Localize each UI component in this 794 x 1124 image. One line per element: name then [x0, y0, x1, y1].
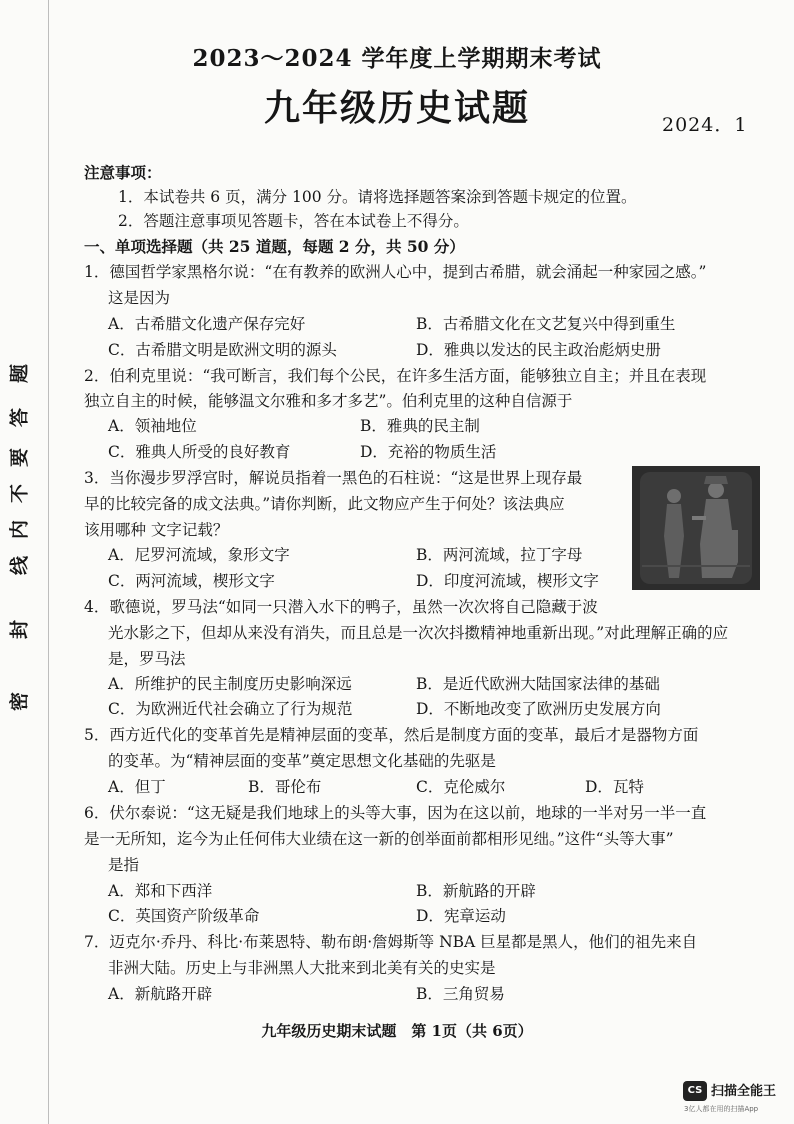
question-4-option-d: D．不断地改变了欧洲历史发展方向 — [416, 700, 661, 718]
question-2-option-a: A．领袖地位 — [108, 417, 197, 435]
question-2-option-d: D．充裕的物质生活 — [360, 443, 497, 461]
exam-title: 2023～2024 学年度上学期期末考试 — [192, 45, 602, 72]
question-5-stem: 的变革。为“精神层面的变革”奠定思想文化基础的先驱是 — [108, 752, 496, 770]
question-3-option-c: C．两河流域，楔形文字 — [108, 572, 275, 590]
question-4-stem: 是，罗马法 — [108, 650, 186, 668]
notice-heading: 注意事项： — [84, 163, 162, 182]
question-4-stem: 4．歌德说，罗马法“如同一只潜入水下的鸭子，虽然一次次将自己隐藏于波 — [84, 598, 598, 616]
question-6-option-b: B．新航路的开辟 — [416, 882, 536, 900]
question-7-stem: 7．迈克尔·乔丹、科比·布莱恩特、勒布朗·詹姆斯等 NBA 巨星都是黑人，他们的祖先来自 — [84, 933, 698, 951]
notice-item: 2．答题注意事项见答题卡，答在本试卷上不得分。 — [118, 212, 469, 230]
question-3-stem: 早的比较完备的成文法典。”请你判断，此文物应产生于何处？该法典应 — [84, 495, 565, 513]
seal-char: 要 — [8, 448, 31, 468]
question-2-option-b: B．雅典的民主制 — [360, 417, 480, 435]
question-7-option-a: A．新航路开辟 — [108, 985, 213, 1003]
question-1-option-a: A．古希腊文化遗产保存完好 — [108, 315, 306, 333]
question-5-option-a: A．但丁 — [108, 778, 166, 796]
seal-char: 线 — [8, 556, 31, 576]
camscanner-name: 扫描全能王 — [711, 1084, 777, 1099]
question-4-option-a: A．所维护的民主制度历史影响深远 — [108, 675, 352, 693]
seal-char: 密 — [8, 692, 31, 712]
question-4-option-b: B．是近代欧洲大陆国家法律的基础 — [416, 675, 660, 693]
seal-char: 题 — [8, 364, 31, 384]
seal-char: 封 — [8, 620, 31, 640]
notice-item: 1．本试卷共 6 页，满分 100 分。请将选择题答案涂到答题卡规定的位置。 — [118, 188, 637, 206]
seal-char: 内 — [8, 520, 31, 540]
question-4-stem: 光水影之下，但却从来没有消失，而且总是一次次抖擞精神地重新出现。”对此理解正确的应 — [108, 624, 729, 642]
question-5-option-d: D．瓦特 — [585, 778, 644, 796]
question-6-stem: 是指 — [108, 856, 140, 874]
question-2-stem: 独立自主的时候，能够温文尔雅和多才多艺”。伯利克里的这种自信源于 — [84, 392, 573, 410]
question-3-stem: 该用哪种 文字记载？ — [84, 521, 229, 539]
camscanner-logo-icon: CS — [683, 1081, 707, 1101]
binding-seal-line — [0, 0, 49, 1124]
seal-char: 不 — [8, 484, 31, 504]
question-6-stem: 是一无所知，迄今为止任何伟大业绩在这一新的创举面前都相形见绌。”这件“头等大事” — [84, 830, 674, 848]
question-1-stem: 1．德国哲学家黑格尔说：“在有教养的欧洲人心中，提到古希腊，就会涌起一种家园之感。” — [84, 263, 707, 281]
question-5-stem: 5．西方近代化的变革首先是精神层面的变革，然后是制度方面的变革，最后才是器物方面 — [84, 726, 699, 744]
question-6-option-d: D．宪章运动 — [416, 907, 506, 925]
question-1-stem: 这是因为 — [108, 289, 171, 307]
question-6-stem: 6．伏尔泰说：“这无疑是我们地球上的头等大事，因为在这以前，地球的一半对另一半一直 — [84, 804, 707, 822]
question-7-stem: 非洲大陆。历史上与非洲黑人大批来到北美有关的史实是 — [108, 959, 496, 977]
section-heading: 一、单项选择题（共 25 道题，每题 2 分，共 50 分） — [84, 237, 465, 256]
question-1-option-b: B．古希腊文化在文艺复兴中得到重生 — [416, 315, 676, 333]
question-3-option-b: B．两河流域，拉丁字母 — [416, 546, 583, 564]
exam-date: 2024．1 — [662, 114, 748, 136]
seal-char: 答 — [8, 408, 31, 428]
question-2-stem: 2．伯利克里说：“我可断言，我们每个公民，在许多生活方面，能够独立自主；并且在表现 — [84, 367, 707, 385]
page-footer: 九年级历史期末试题 第 1页（共 6页） — [261, 1022, 533, 1040]
question-1-option-d: D．雅典以发达的民主政治彪炳史册 — [416, 341, 661, 359]
question-6-option-c: C．英国资产阶级革命 — [108, 907, 260, 925]
question-1-option-c: C．古希腊文明是欧洲文明的源头 — [108, 341, 337, 359]
question-3-option-a: A．尼罗河流域，象形文字 — [108, 546, 290, 564]
question-5-option-c: C．克伦威尔 — [416, 778, 506, 796]
question-3-stem: 3．当你漫步罗浮宫时，解说员指着一黑色的石柱说：“这是世界上现存最 — [84, 469, 583, 487]
question-3-option-d: D．印度河流域，楔形文字 — [416, 572, 599, 590]
exam-subtitle: 九年级历史试题 — [263, 87, 530, 129]
question-5-option-b: B．哥伦布 — [248, 778, 322, 796]
question-2-option-c: C．雅典人所受的良好教育 — [108, 443, 291, 461]
camscanner-tagline: 3亿人都在用的扫描App — [684, 1105, 759, 1113]
question-6-option-a: A．郑和下西洋 — [108, 882, 213, 900]
question-4-option-c: C．为欧洲近代社会确立了行为规范 — [108, 700, 353, 718]
question-7-option-b: B．三角贸易 — [416, 985, 505, 1003]
hammurabi-stele-photo — [632, 466, 760, 590]
